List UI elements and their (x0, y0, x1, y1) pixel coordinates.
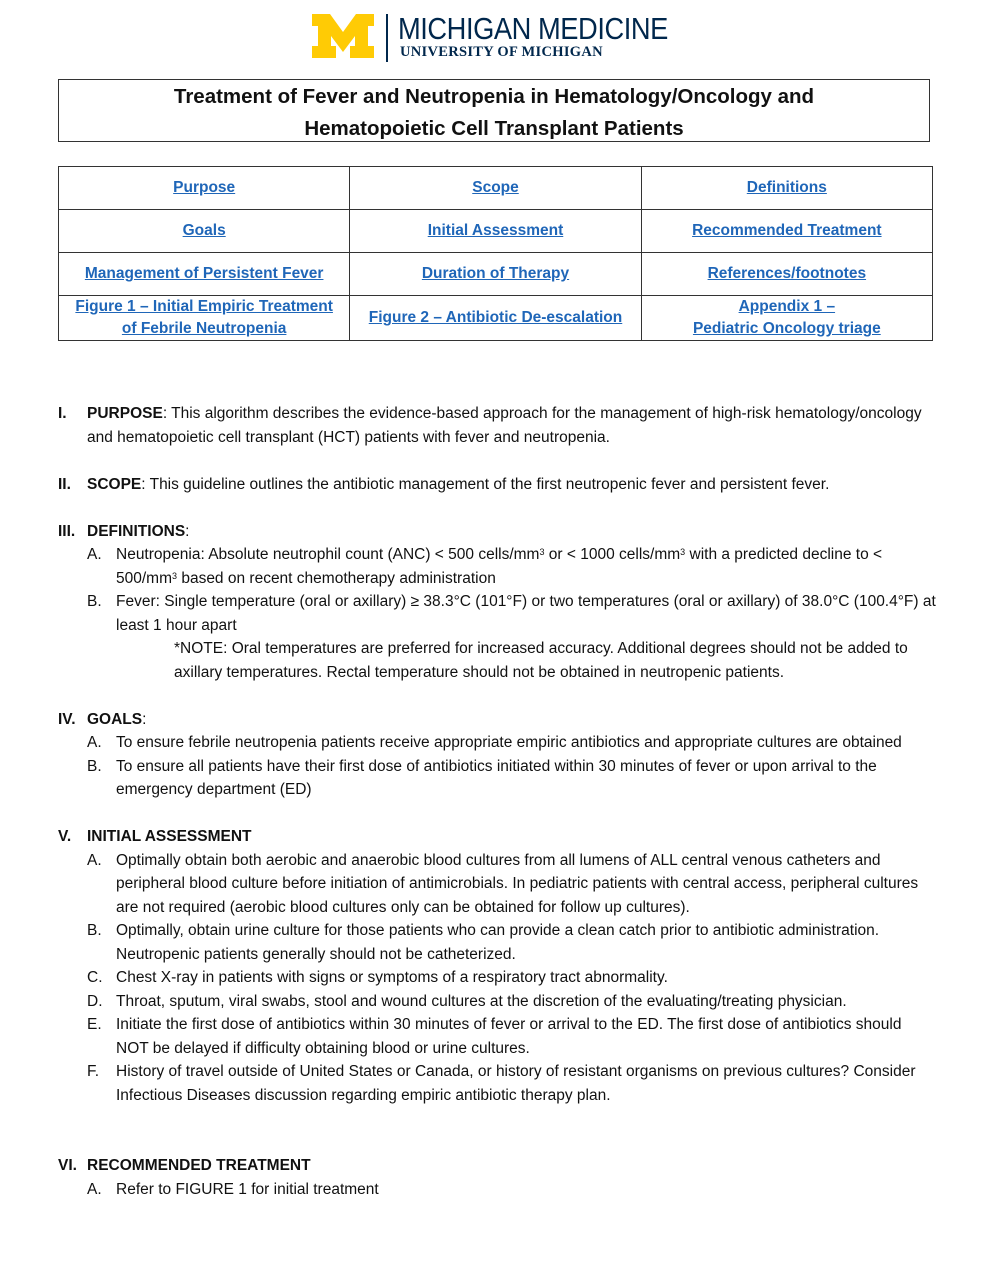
toc-cell (641, 296, 932, 341)
brand-name: MICHIGAN MEDICINE (398, 11, 668, 46)
toc-row (59, 296, 933, 341)
section-definitions: III. DEFINITIONS: (58, 520, 938, 544)
document-title (58, 79, 930, 142)
document-body (58, 402, 938, 1201)
toc-cell (59, 253, 350, 296)
title-line-1: Treatment of Fever and Neutropenia in Hematology/Oncology and (173, 85, 815, 108)
list-item: A. To ensure febrile neutropenia patients receive appropriate empiric antibiotics and appropriate cultures are obtained (87, 734, 902, 751)
link-recommended-treatment[interactable]: Recommended Treatment (692, 222, 882, 239)
brand-divider (386, 14, 388, 62)
definition-neutropenia: A. Neutropenia: Absolute neutrophil count (ANC) < 500 cells/$mm^3$ or < 1000 cells/$mm^3$ with a predicted decline to < $500/mm^3$ based on recent chemotherapy administration (87, 546, 883, 587)
toc-cell (59, 210, 350, 253)
brand-subtitle: UNIVERSITY OF MICHIGAN (400, 44, 603, 60)
toc-cell (350, 296, 641, 341)
toc-row (59, 167, 933, 210)
list-item: E. Initiate the first dose of antibiotics within 30 minutes of fever or arrival to the ED. The first dose of antibiotics should NOT be delayed if difficulty obtaining blood or urine cultures. (87, 1016, 902, 1057)
toc-row (59, 210, 933, 253)
section-initial-assessment (58, 825, 938, 849)
section-number: IV. (58, 710, 76, 728)
section-heading: DEFINITIONS (87, 522, 186, 540)
section-recommended-treatment (58, 1154, 938, 1178)
section-heading: INITIAL ASSESSMENT (87, 828, 252, 845)
toc-table (58, 166, 933, 341)
section-text: : This guideline outlines the antibiotic management of the first neutropenic fever and persistent fever. (141, 475, 830, 493)
section-heading: PURPOSE (87, 405, 163, 422)
link-figure-2[interactable]: Figure 2 – Antibiotic De-escalation (368, 309, 623, 326)
link-goals[interactable]: Goals (182, 222, 226, 239)
section-heading: RECOMMENDED TREATMENT (87, 1157, 311, 1174)
section-number: I. (58, 405, 67, 422)
link-persistent-fever[interactable]: Management of Persistent Fever (84, 265, 324, 282)
definition-note: *NOTE: Oral temperatures are preferred for increased accuracy. Additional degrees should not be added to axillary temperatures. Rectal temperature should not be obtained in neutropenic patients. (174, 640, 908, 681)
list-item: B. To ensure all patients have their first dose of antibiotics initiated within 30 minutes of fever or upon arrival to the emergency department (ED) (87, 757, 877, 798)
link-duration-of-therapy[interactable]: Duration of Therapy (421, 265, 570, 282)
section-number: III. (58, 522, 76, 540)
section-scope (58, 473, 938, 497)
toc-cell (59, 296, 350, 341)
toc-cell (641, 167, 932, 210)
toc-cell (641, 253, 932, 296)
section-heading: SCOPE (87, 475, 142, 493)
title-line-2: Hematopoietic Cell Transplant Patients (304, 117, 684, 140)
link-initial-assessment[interactable]: Initial Assessment (427, 222, 564, 239)
section-purpose (58, 402, 938, 449)
definition-fever: B. Fever: Single temperature (oral or axillary) ≥ 38.3°C (101°F) or two temperatures (oral or axillary) of 38.0°C (100.4°F) at least 1 hour apart (87, 593, 936, 634)
toc-cell (350, 167, 641, 210)
section-number: VI. (58, 1157, 77, 1174)
list-item: A. Refer to FIGURE 1 for initial treatment (87, 1180, 379, 1198)
list-item: B. Optimally, obtain urine culture for those patients who can provide a clean catch prior to antibiotic administration. Neutropenic patients generally should not be catheterized. (87, 922, 880, 963)
link-scope[interactable]: Scope (472, 179, 519, 196)
section-number: II. (58, 475, 71, 493)
block-m-logo (310, 12, 376, 60)
toc-cell (641, 210, 932, 253)
toc-cell (350, 253, 641, 296)
link-definitions[interactable]: Definitions (746, 179, 827, 196)
link-figure-1[interactable]: Figure 1 – Initial Empiric Treatment of Febrile Neutropenia (75, 298, 333, 337)
section-text: : This algorithm describes the evidence-based approach for the management of high-risk hematology/oncology and hematopoietic cell transplant (HCT) patients with fever and neutropenia. (87, 405, 922, 446)
toc-cell (350, 210, 641, 253)
list-item: F. History of travel outside of United States or Canada, or history of resistant organisms on previous cultures? Consider Infectious Diseases discussion regarding empiric antibiotic therapy plan. (87, 1063, 916, 1104)
toc-row (59, 253, 933, 296)
toc-cell (59, 167, 350, 210)
section-heading: GOALS (87, 710, 143, 728)
header (0, 8, 989, 60)
list-item: A. Optimally obtain both aerobic and anaerobic blood cultures from all lumens of ALL central venous catheters and peripheral blood culture before initiation of antimicrobials. In pediatric patients with central access, peripheral cultures are not required (aerobic blood cultures only can be obtained for follow up cultures). (87, 851, 919, 916)
section-goals: IV. GOALS: (58, 708, 938, 732)
list-item: C. Chest X-ray in patients with signs or symptoms of a respiratory tract abnormality. (87, 969, 668, 986)
link-appendix-1[interactable]: Appendix 1 – Pediatric Oncology triage (692, 298, 881, 337)
list-item: D. Throat, sputum, viral swabs, stool and wound cultures at the discretion of the evaluating/treating physician. (87, 992, 847, 1010)
link-purpose[interactable]: Purpose (173, 179, 236, 196)
section-number: V. (58, 828, 72, 845)
link-references[interactable]: References/footnotes (707, 265, 867, 282)
